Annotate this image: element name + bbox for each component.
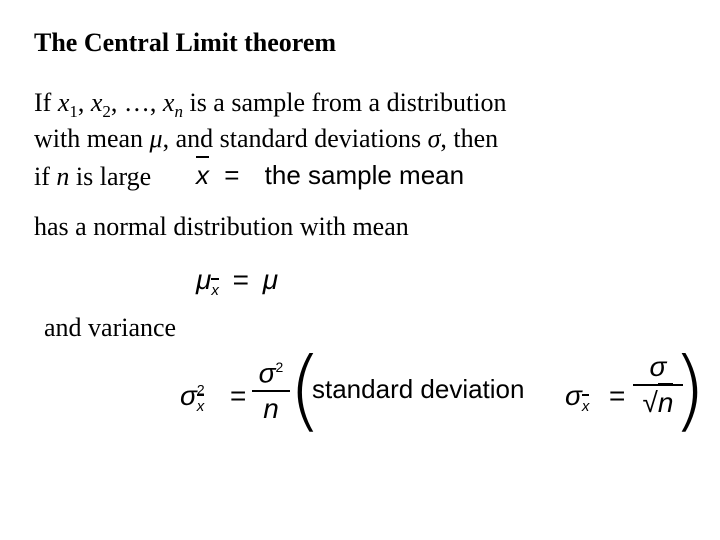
theorem-line-2: with mean μ, and standard deviations σ, then [34, 124, 499, 153]
theorem-line-4: has a normal distribution with mean [34, 212, 409, 241]
theorem-line-3: if n is large [34, 162, 152, 191]
sample-mean-definition: x = the sample mean [196, 160, 464, 191]
mean-equation: $\mu_x = \mu$ [196, 264, 279, 299]
left-paren: ( [288, 338, 323, 441]
theorem-line-1: If $x_1$, $x_2$, …, $x_n$ is a sample from a distribution [34, 88, 507, 121]
page-title: The Central Limit theorem [34, 28, 337, 57]
right-paren: ) [672, 338, 707, 441]
variance-label: and variance [44, 313, 177, 342]
sd-text: standard deviation [312, 374, 525, 404]
